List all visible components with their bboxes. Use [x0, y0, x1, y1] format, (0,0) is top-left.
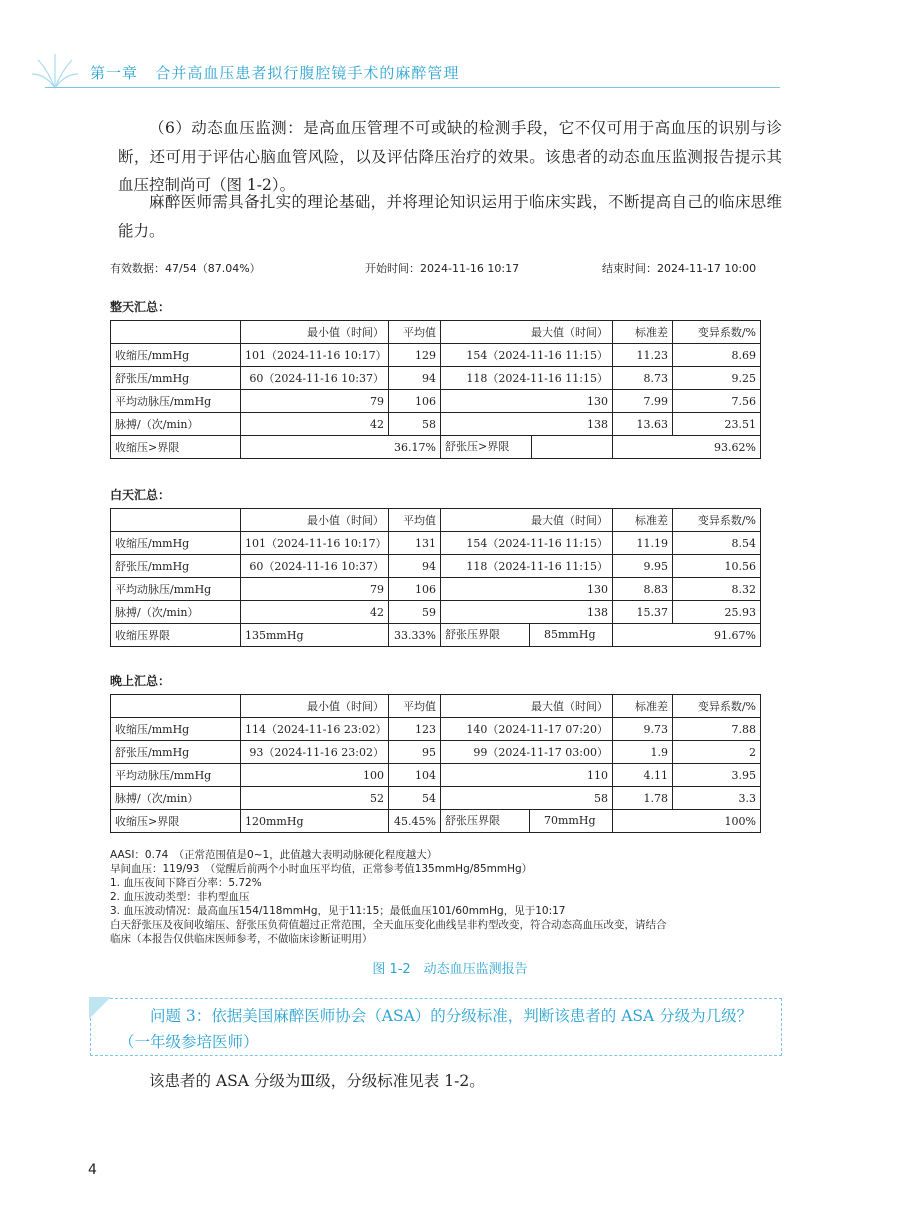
table-cell: 79: [241, 578, 389, 601]
table-row: [111, 532, 761, 555]
summary-table: [110, 320, 761, 459]
table-cell: 8.54: [673, 532, 761, 555]
table-cell: 94: [389, 367, 441, 390]
sys-limit-value: 36.17%: [241, 436, 441, 459]
sys-limit-threshold: 120mmHg: [241, 810, 389, 833]
table-cell: 60（2024-11-16 10:37）: [241, 555, 389, 578]
table-cell: 100: [241, 764, 389, 787]
report-meta: [110, 260, 760, 278]
note-line: 3. 血压波动情况：最高血压154/118mmHg，见于11:15；最低血压101/60mmHg，见于10:17: [110, 905, 566, 917]
table-cell: 25.93: [673, 601, 761, 624]
table-cell: 1.9: [613, 741, 673, 764]
row-label: 平均动脉压/mmHg: [111, 764, 241, 787]
dia-limit-label: 舒张压>界限: [441, 436, 532, 458]
chapter-heading: 合并高血压患者拟行腹腔镜手术的麻醉管理: [155, 64, 460, 82]
table-row: [111, 367, 761, 390]
limit-row: [111, 810, 761, 833]
column-header: 标准差: [613, 695, 673, 718]
column-header: [111, 321, 241, 344]
section-title: 晚上汇总：: [110, 674, 171, 688]
table-cell: 7.56: [673, 390, 761, 413]
sys-limit-label: 收缩压>界限: [111, 436, 241, 459]
table-cell: 60（2024-11-16 10:37）: [241, 367, 389, 390]
table-cell: 3.95: [673, 764, 761, 787]
table-cell: 138: [441, 413, 613, 436]
table-header-row: [111, 695, 761, 718]
column-header: 标准差: [613, 321, 673, 344]
table-cell: 101（2024-11-16 10:17）: [241, 532, 389, 555]
figure-caption: 图 1-2 动态血压监测报告: [372, 962, 528, 977]
table-cell: 106: [389, 578, 441, 601]
table-header-row: [111, 509, 761, 532]
table-cell: 58: [389, 413, 441, 436]
dia-limit-label: 舒张压界限: [441, 624, 530, 646]
start-time: 开始时间：2024-11-16 10:17: [365, 262, 520, 275]
table-cell: 54: [389, 787, 441, 810]
column-header: 最大值（时间）: [441, 321, 613, 344]
corner-ornament-icon: [89, 997, 111, 1019]
note-line: 1. 血压夜间下降百分率：5.72%: [110, 877, 262, 889]
summary-table: [110, 694, 761, 833]
column-header: 变异系数/%: [673, 509, 761, 532]
table-cell: 118（2024-11-16 11:15）: [441, 367, 613, 390]
chapter-title: [90, 62, 459, 83]
limit-row: [111, 436, 761, 459]
table-cell: 8.69: [673, 344, 761, 367]
end-time: 结束时间：2024-11-17 10:00: [602, 262, 757, 275]
table-cell: 8.32: [673, 578, 761, 601]
table-cell: 94: [389, 555, 441, 578]
limit-row: [111, 624, 761, 647]
table-cell: 42: [241, 413, 389, 436]
section-title: 整天汇总：: [110, 300, 171, 314]
dia-limit-value: 100%: [613, 810, 761, 833]
row-label: 平均动脉压/mmHg: [111, 578, 241, 601]
column-header: 变异系数/%: [673, 695, 761, 718]
table-cell: 23.51: [673, 413, 761, 436]
column-header: 最大值（时间）: [441, 509, 613, 532]
table-cell: 8.73: [613, 367, 673, 390]
table-cell: 58: [441, 787, 613, 810]
table-cell: 7.99: [613, 390, 673, 413]
table-cell: 154（2024-11-16 11:15）: [441, 344, 613, 367]
table-cell: 11.19: [613, 532, 673, 555]
row-label: 收缩压/mmHg: [111, 718, 241, 741]
row-label: 平均动脉压/mmHg: [111, 390, 241, 413]
table-cell: 8.83: [613, 578, 673, 601]
table-cell: 123: [389, 718, 441, 741]
dia-limit-value: 93.62%: [613, 436, 761, 459]
dia-limit-threshold: 85mmHg: [544, 628, 596, 641]
table-cell: 79: [241, 390, 389, 413]
table-row: [111, 718, 761, 741]
table-cell: 131: [389, 532, 441, 555]
sys-limit-label: 收缩压界限: [111, 624, 241, 647]
table-cell: 9.95: [613, 555, 673, 578]
summary-table: [110, 508, 761, 647]
table-cell: 2: [673, 741, 761, 764]
row-label: 脉搏/（次/min）: [111, 601, 241, 624]
table-cell: 11.23: [613, 344, 673, 367]
column-header: 平均值: [389, 321, 441, 344]
table-cell: 154（2024-11-16 11:15）: [441, 532, 613, 555]
report-notes: [110, 848, 770, 946]
note-line: 白天舒张压及夜间收缩压、舒张压负荷值超过正常范围，全天血压变化曲线呈非杓型改变，符合动态高血压改变，请结合: [110, 919, 667, 931]
table-cell: 4.11: [613, 764, 673, 787]
table-cell: 1.78: [613, 787, 673, 810]
note-line: 2. 血压波动类型：非杓型血压: [110, 891, 250, 903]
table-cell: 138: [441, 601, 613, 624]
question-box: [90, 998, 782, 1056]
column-header: [111, 509, 241, 532]
table-cell: 130: [441, 390, 613, 413]
page-number: 4: [88, 1162, 97, 1178]
note-line: AASI：0.74 （正常范围值是0~1，此值越大表明动脉硬化程度越大）: [110, 849, 438, 861]
table-cell: 9.25: [673, 367, 761, 390]
table-cell: 3.3: [673, 787, 761, 810]
table-row: [111, 741, 761, 764]
leaf-icon: [30, 48, 80, 90]
column-header: 最小值（时间）: [241, 695, 389, 718]
column-header: [111, 695, 241, 718]
table-row: [111, 601, 761, 624]
row-label: 舒张压/mmHg: [111, 741, 241, 764]
column-header: 平均值: [389, 509, 441, 532]
table-cell: 13.63: [613, 413, 673, 436]
table-cell: 95: [389, 741, 441, 764]
table-row: [111, 787, 761, 810]
sys-limit-value: 45.45%: [389, 810, 441, 833]
header-rule: [45, 87, 780, 88]
sys-limit-threshold: 135mmHg: [241, 624, 389, 647]
section-title: 白天汇总：: [110, 488, 171, 502]
chapter-label: 第一章: [90, 64, 139, 82]
note-line: 临床（本报告仅供临床医师参考，不做临床诊断证明用）: [110, 933, 373, 945]
table-row: [111, 764, 761, 787]
column-header: 标准差: [613, 509, 673, 532]
row-label: 脉搏/（次/min）: [111, 413, 241, 436]
table-cell: 129: [389, 344, 441, 367]
table-cell: 118（2024-11-16 11:15）: [441, 555, 613, 578]
dia-limit-group: [441, 810, 613, 833]
table-cell: 99（2024-11-17 03:00）: [441, 741, 613, 764]
table-cell: 59: [389, 601, 441, 624]
table-cell: 101（2024-11-16 10:17）: [241, 344, 389, 367]
table-cell: 130: [441, 578, 613, 601]
table-row: [111, 413, 761, 436]
page-header: [0, 0, 900, 96]
table-cell: 93（2024-11-16 23:02）: [241, 741, 389, 764]
table-row: [111, 578, 761, 601]
sys-limit-label: 收缩压>界限: [111, 810, 241, 833]
row-label: 舒张压/mmHg: [111, 555, 241, 578]
column-header: 平均值: [389, 695, 441, 718]
row-label: 收缩压/mmHg: [111, 344, 241, 367]
table-cell: 52: [241, 787, 389, 810]
table-row: [111, 390, 761, 413]
dia-limit-value: 91.67%: [613, 624, 761, 647]
row-label: 脉搏/（次/min）: [111, 787, 241, 810]
table-row: [111, 344, 761, 367]
table-cell: 140（2024-11-17 07:20）: [441, 718, 613, 741]
sys-limit-value: 33.33%: [389, 624, 441, 647]
column-header: 最小值（时间）: [241, 509, 389, 532]
table-cell: 104: [389, 764, 441, 787]
table-cell: 10.56: [673, 555, 761, 578]
note-line: 早间血压：119/93 （觉醒后前两个小时血压平均值，正常参考值135mmHg/85mmHg）: [110, 863, 533, 875]
table-cell: 106: [389, 390, 441, 413]
valid-data: 有效数据：47/54（87.04%）: [110, 262, 261, 275]
question-text: 问题 3：依据美国麻醉医师协会（ASA）的分级标准，判断该患者的 ASA 分级为几级？（一年级参培医师）: [119, 1007, 753, 1051]
dia-limit-label: 舒张压界限: [441, 810, 530, 832]
table-cell: 110: [441, 764, 613, 787]
table-cell: 7.88: [673, 718, 761, 741]
row-label: 舒张压/mmHg: [111, 367, 241, 390]
dia-limit-threshold: 70mmHg: [544, 814, 596, 827]
row-label: 收缩压/mmHg: [111, 532, 241, 555]
answer-paragraph: 该患者的 ASA 分级为Ⅲ级，分级标准见表 1-2。: [149, 1072, 485, 1090]
column-header: 变异系数/%: [673, 321, 761, 344]
dia-limit-group: [441, 436, 613, 459]
dia-limit-group: [441, 624, 613, 647]
table-row: [111, 555, 761, 578]
table-cell: 114（2024-11-16 23:02）: [241, 718, 389, 741]
paragraph-ambulatory-bp: （6）动态血压监测：是高血压管理不可或缺的检测手段，它不仅可用于高血压的识别与诊断，还可用于评估心脑血管风险，以及评估降压治疗的效果。该患者的动态血压监测报告提示其血压控制尚可（图 1-2）。: [118, 119, 782, 194]
column-header: 最大值（时间）: [441, 695, 613, 718]
table-header-row: [111, 321, 761, 344]
paragraph-anesthesiologist: 麻醉医师需具备扎实的理论基础，并将理论知识运用于临床实践，不断提高自己的临床思维能力。: [118, 193, 782, 240]
table-cell: 15.37: [613, 601, 673, 624]
table-cell: 42: [241, 601, 389, 624]
table-cell: 9.73: [613, 718, 673, 741]
column-header: 最小值（时间）: [241, 321, 389, 344]
